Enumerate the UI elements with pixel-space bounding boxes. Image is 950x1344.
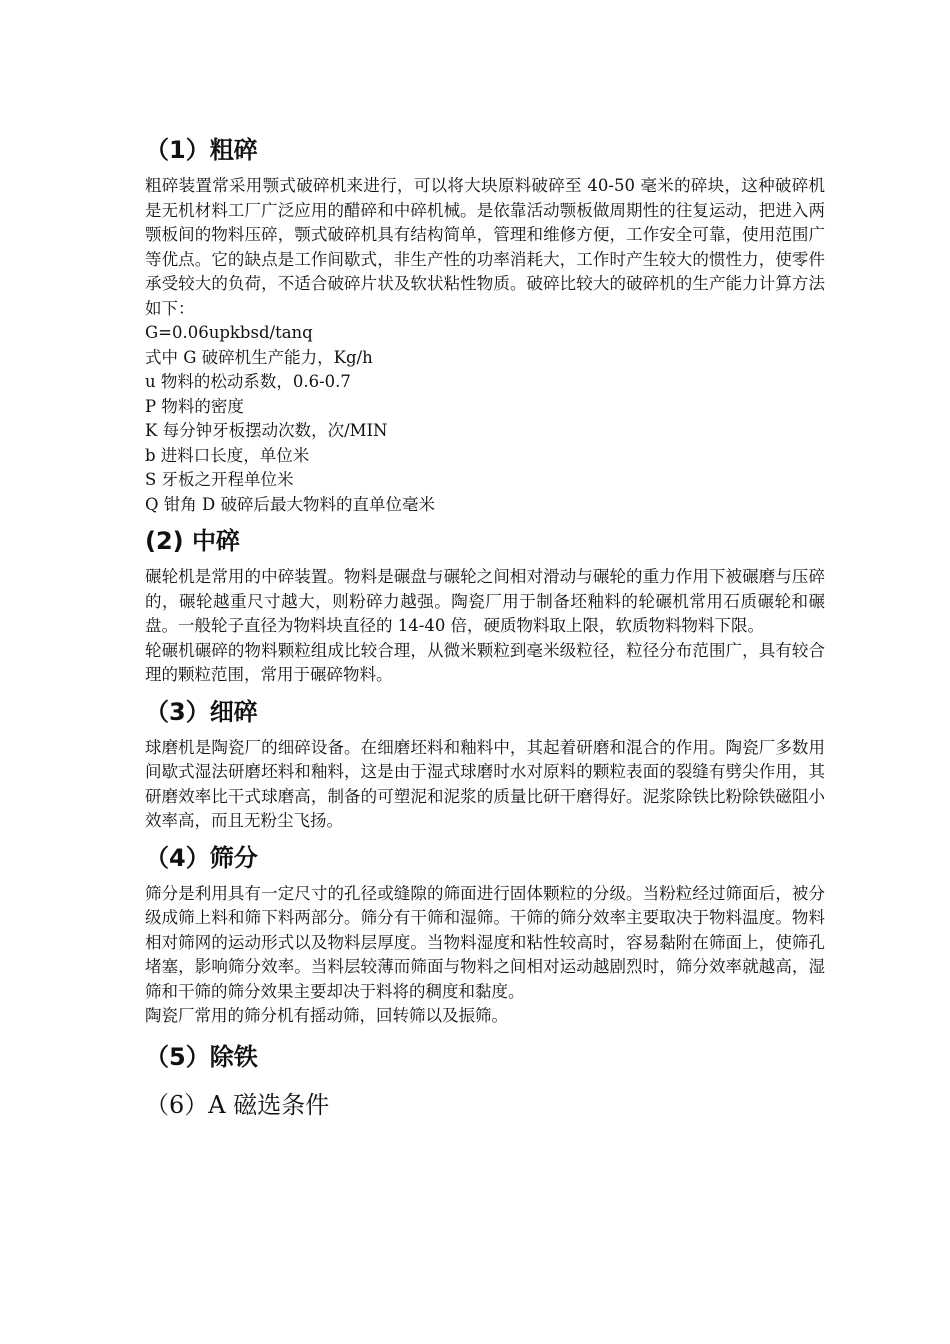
medium-crushing-paragraph: 轮碾机碾碎的物料颗粒组成比较合理，从微米颗粒到毫米级粒径，粒径分布范围广，具有较合理的颗粒范围，常用于碾碎物料。 (145, 640, 825, 684)
formula-variable: S 牙板之开程单位米 (145, 470, 294, 489)
formula-variable: Q 钳角 D 破碎后最大物料的直单位毫米 (145, 494, 435, 514)
capacity-formula: G=0.06upkbsd/tanq (145, 323, 313, 342)
section-heading-medium-crushing: (2) 中碎 (145, 527, 240, 555)
section-heading-magnetic-separation: （6）A 磁选条件 (145, 1090, 330, 1119)
coarse-crushing-paragraph: 粗碎装置常采用颚式破碎机来进行，可以将大块原料破碎至 40-50 毫米的碎块，这种破碎机是无机材料工厂广泛应用的醋碎和中碎机械。是依靠活动颚板做周期性的往复运动，把进入两颚板间的物料压碎，颚式破碎机具有结构简单，管理和维修方便，工作安全可靠，使用范围广等优点。它的缺点是工作间歇式，非生产性的功率消耗大，工作时产生较大的惯性力，使零件承受较大的负荷，不适合破碎片状及软状粘性物质。破碎比较大的破碎机的生产能力计算方法如下： (145, 176, 825, 318)
section-heading-screening: （4）筛分 (145, 843, 258, 872)
formula-variable: b 进料口长度，单位米 (145, 445, 310, 465)
formula-variable: u 物料的松动系数，0.6-0.7 (145, 372, 351, 391)
formula-variable: 式中 G 破碎机生产能力，Kg/h (145, 347, 373, 367)
screening-paragraph: 陶瓷厂常用的筛分机有摇动筛，回转筛以及振筛。 (145, 1006, 508, 1025)
formula-variable: K 每分钟牙板摆动次数，次/MIN (145, 421, 388, 440)
screening-paragraph: 筛分是利用具有一定尺寸的孔径或缝隙的筛面进行固体颗粒的分级。当粉粒经过筛面后，被分级成筛上料和筛下料两部分。筛分有干筛和湿筛。干筛的筛分效率主要取决于物料温度。物料相对筛网的运动形式以及物料层厚度。当物料湿度和粘性较高时，容易黏附在筛面上，使筛孔堵塞，影响筛分效率。当料层较薄而筛面与物料之间相对运动越剧烈时，筛分效率就越高，湿筛和干筛的筛分效果主要却决于料将的稠度和黏度。 (145, 883, 825, 1001)
fine-crushing-paragraph: 球磨机是陶瓷厂的细碎设备。在细磨坯料和釉料中，其起着研磨和混合的作用。陶瓷厂多数用间歇式湿法研磨坯料和釉料，这是由于湿式球磨时水对原料的颗粒表面的裂缝有劈尖作用，其研磨效率比干式球磨高，制备的可塑泥和泥浆的质量比研干磨得好。泥浆除铁比粉除铁磁阻小效率高，而且无粉尘飞扬。 (145, 737, 825, 830)
medium-crushing-paragraph: 碾轮机是常用的中碎装置。物料是碾盘与碾轮之间相对滑动与碾轮的重力作用下被碾磨与压碎的，碾轮越重尺寸越大，则粉碎力越强。陶瓷厂用于制备坯釉料的轮碾机常用石质碾轮和碾盘。一般轮子直径为物料块直径的 14-40 倍，硬质物料取上限，软质物料物料下限。 (145, 567, 825, 635)
document-content (145, 132, 825, 1129)
spacer (145, 1029, 825, 1039)
section-heading-iron-removal: （5）除铁 (145, 1042, 258, 1071)
section-heading-coarse-crushing: （1）粗碎 (145, 136, 258, 164)
section-heading-fine-crushing: （3）细碎 (145, 697, 258, 726)
formula-variable: P 物料的密度 (145, 396, 244, 416)
